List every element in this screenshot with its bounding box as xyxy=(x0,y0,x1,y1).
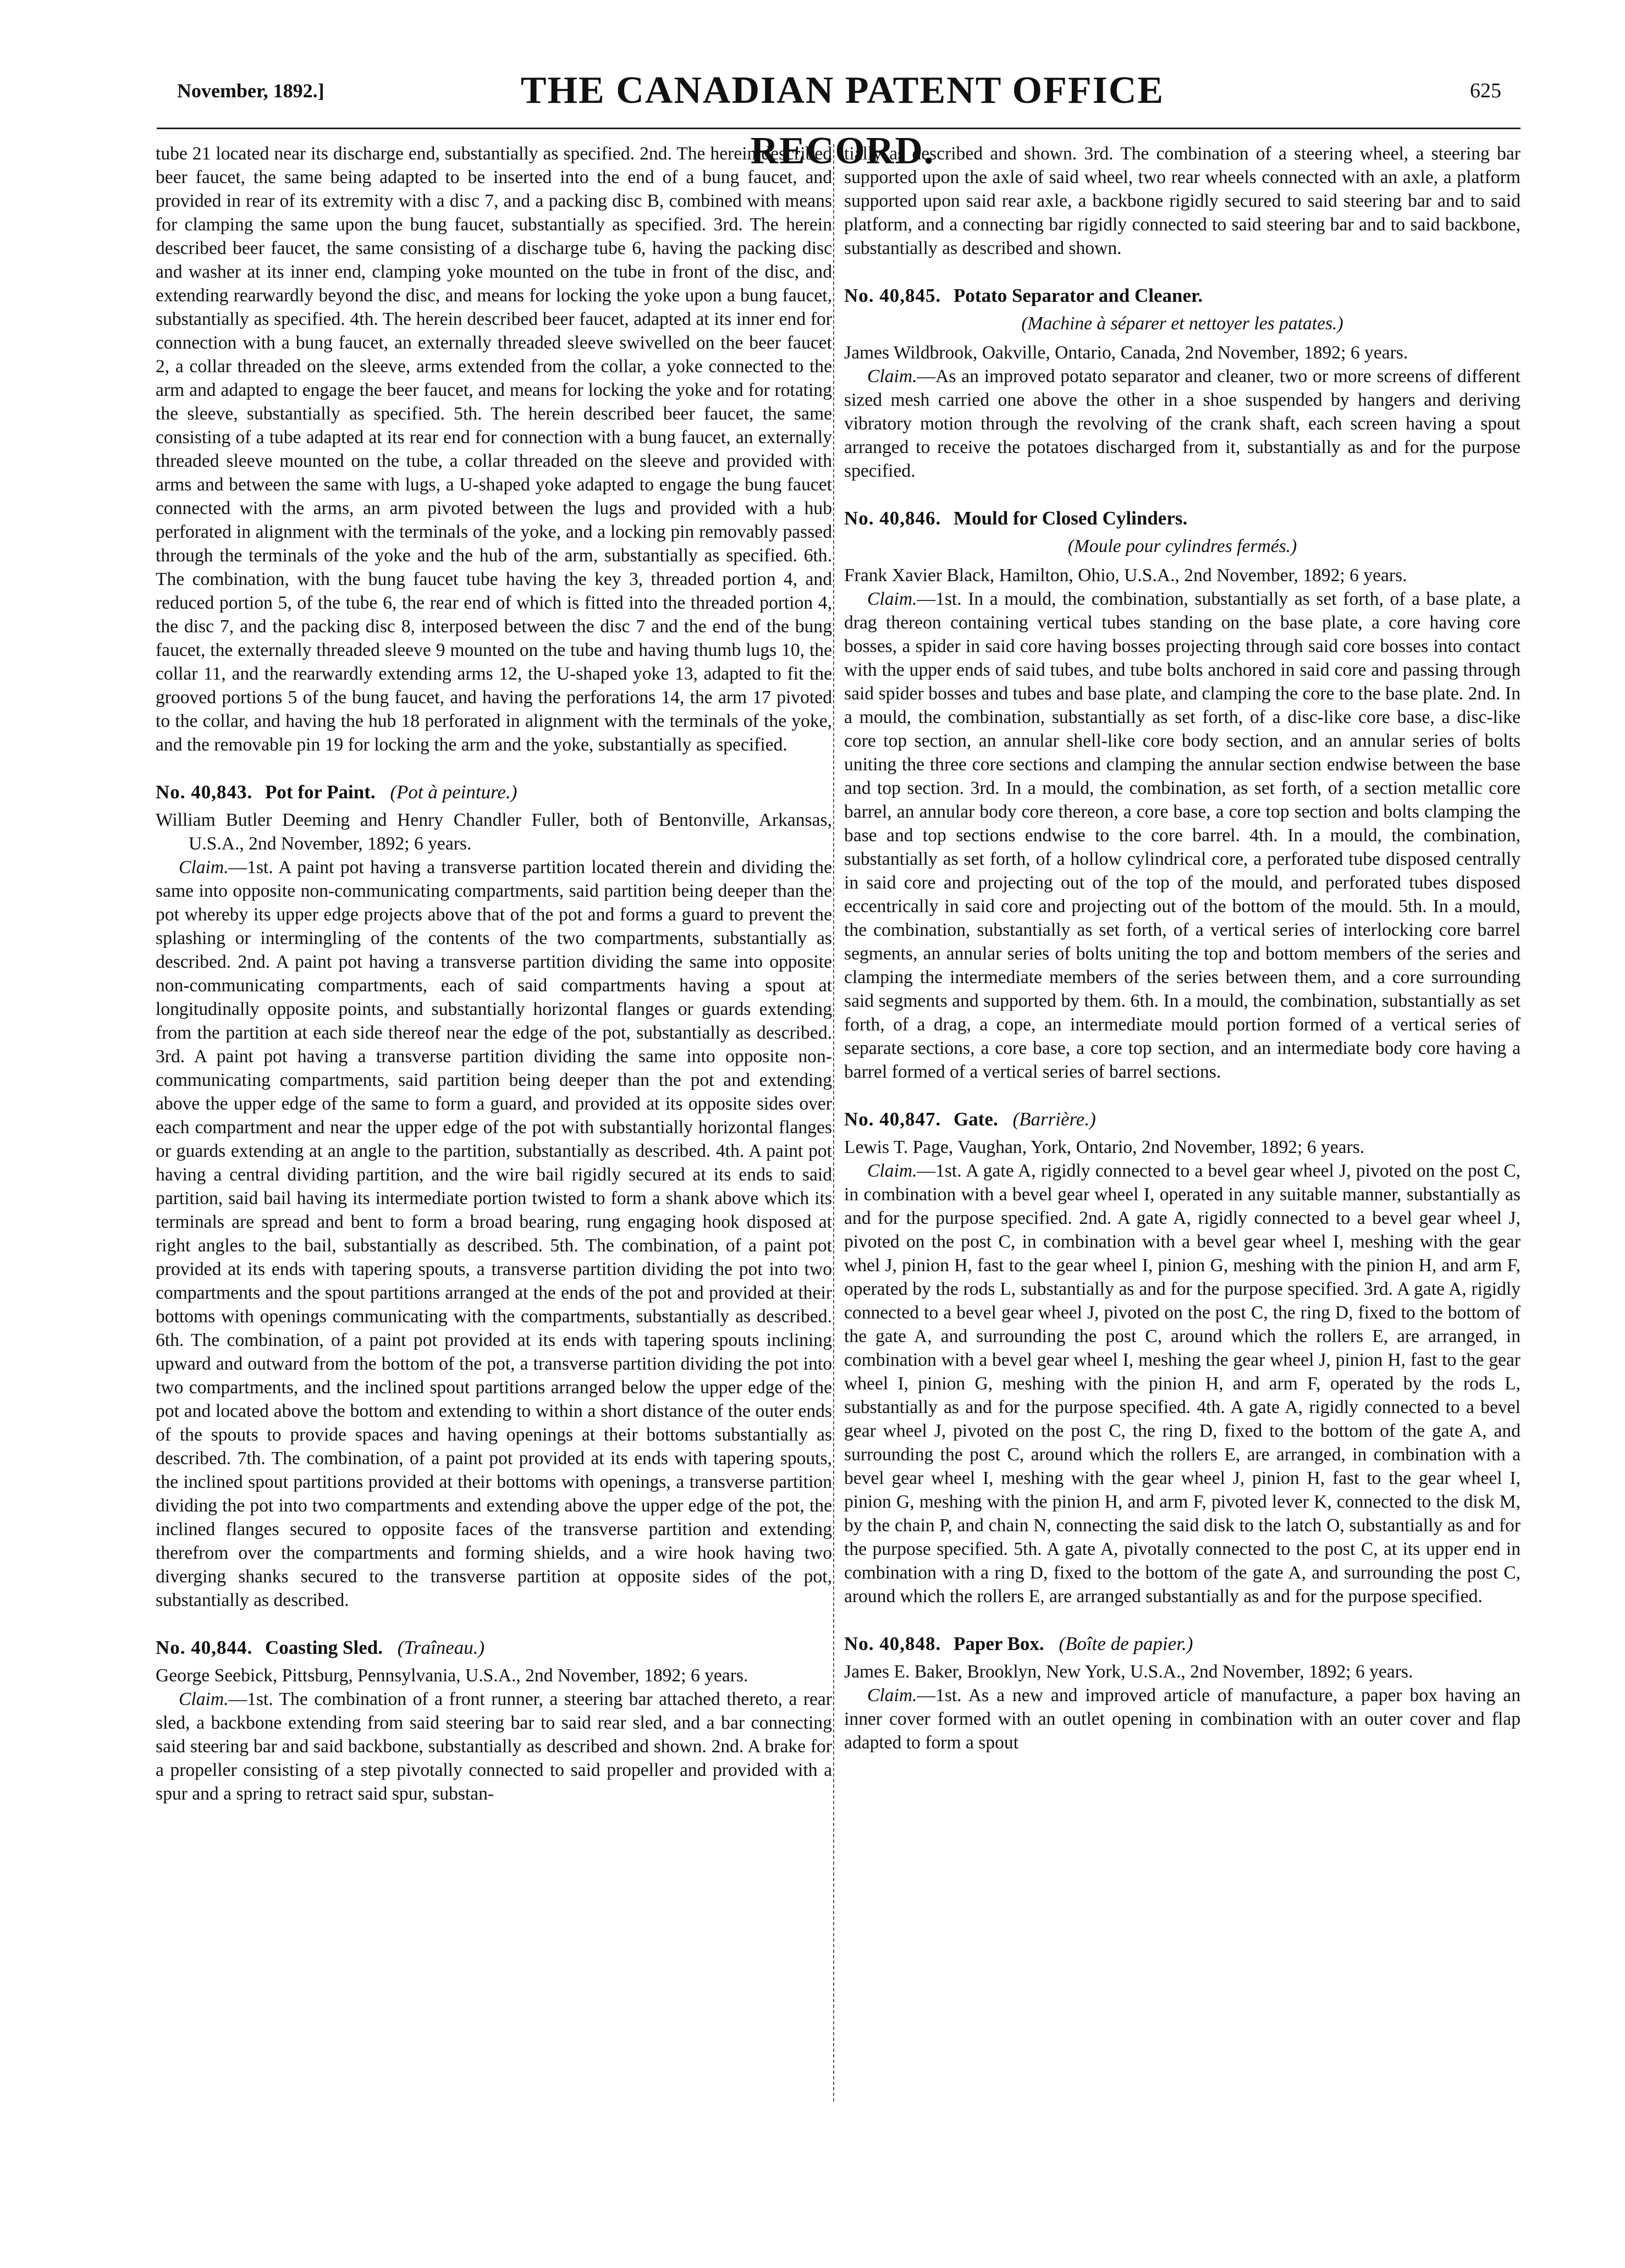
patentee: Frank Xavier Black, Hamilton, Ohio, U.S.A., 2nd November, 1892; 6 years. xyxy=(844,565,1407,586)
patent-title-french: (Pot à peinture.) xyxy=(390,781,517,803)
claim-label: Claim. xyxy=(179,857,229,878)
claim-text: —1st. The combination of a front runner, a steering bar attached thereto, a rear sled, a backbone extending from said steering bar to said rear sled, and a bar connecting said steering bar and said backbone, substantially as described and shown. 2nd. A brake for a propeller consisting of a step pivotally connected to said propeller and provided with a spur and a spring to retract said spur, substan- xyxy=(156,1689,832,1804)
patent-number: No. 40,847. xyxy=(844,1108,941,1130)
claim-text: —1st. As a new and improved article of manufacture, a paper box having an inner cover formed with an outlet opening in combination with an outer cover and flap adapted to form a spout xyxy=(844,1685,1521,1753)
page-number: 625 xyxy=(1470,79,1501,102)
entry-heading xyxy=(156,780,832,805)
claim-text: —As an improved potato separator and cleaner, two or more screens of different sized mesh carried one above the other in a shoe suspended by hangers and deriving vibratory motion through the revolving of the crank shaft, each screen having a spout arranged to receive the potatoes discharged from it, substantially as and for the purpose specified. xyxy=(844,366,1521,481)
column-divider xyxy=(833,144,834,2101)
entry-heading xyxy=(844,506,1521,531)
claim-text: —1st. A gate A, rigidly connected to a bevel gear wheel J, pivoted on the post C, in combination with a bevel gear wheel I, operated in any suitable manner, substantially as and for the purpose specified. 2nd. A gate A, rigidly connected to a bevel gear wheel J, pivoted on the post C, in combination with a bevel gear wheel I, meshing with the gear whel J, pinion H, fast to the gear wheel I, pinion G, meshing with the pinion H, and arm F, operated by the rods L, substantially as and for the purpose specified. 3rd. A gate A, rigidly connected to a bevel gear wheel J, pivoted on the post C, the ring D, fixed to the bottom of the gate A, and surrounding the post C, around which the rollers E, are arranged, in combination with a bevel gear wheel I, meshing the gear wheel J, pinion H, fast to the gear wheel I, pinion G, meshing with the pinion H, and arm F, operated by the rods L, substantially as and for the purpose specified. 4th. A gate A, rigidly connected to a bevel gear wheel J, pivoted on the post C, the ring D, fixed to the bottom of the gate A, and surrounding the post C, around which the rollers E, are arranged, in combination with a bevel gear wheel I, meshing with the gear wheel J, pinion H, fast to the gear wheel I, pinion G, meshing with the pinion H, and arm F, pivoted lever K, connected to the disk M, by the chain P, and chain N, connecting the said disk to the latch O, substantially as and for the purpose specified. 5th. A gate A, pivotally connected to the post C, at its upper end in combination with a ring D, fixed to the bottom of the gate A, and surrounding the post C, around which the rollers E, are arranged substantially as and for the purpose specified. xyxy=(844,1161,1521,1607)
patent-entry xyxy=(844,1107,1521,1608)
patent-title: Potato Separator and Cleaner. xyxy=(954,285,1203,306)
patent-title-french: (Traîneau.) xyxy=(397,1637,485,1658)
page-title: THE CANADIAN PATENT OFFICE RECORD. xyxy=(520,69,1165,172)
claim-paragraph xyxy=(844,1684,1521,1754)
patentee: Lewis T. Page, Vaughan, York, Ontario, 2nd November, 1892; 6 years. xyxy=(844,1137,1365,1157)
right-column xyxy=(844,142,1521,1754)
patent-entry xyxy=(844,1631,1521,1754)
patent-title-french: (Boîte de papier.) xyxy=(1059,1633,1193,1654)
claim-paragraph xyxy=(844,1159,1521,1608)
patent-title: Coasting Sled. xyxy=(265,1637,383,1658)
patentee: James E. Baker, Brooklyn, New York, U.S.A., 2nd November, 1892; 6 years. xyxy=(844,1662,1413,1682)
entry-heading xyxy=(844,1107,1521,1132)
patent-number: No. 40,848. xyxy=(844,1633,941,1654)
patentee: William Butler Deeming and Henry Chandler Fuller, both of Bentonville, Arkansas, U.S.A., 2nd November, 1892; 6 years. xyxy=(156,810,832,854)
patent-title: Pot for Paint. xyxy=(265,781,376,803)
patent-title: Gate. xyxy=(954,1108,998,1130)
patent-title: Paper Box. xyxy=(954,1633,1044,1654)
claim-label: Claim. xyxy=(867,1161,917,1181)
entry-heading xyxy=(844,283,1521,308)
entry-heading xyxy=(844,1631,1521,1657)
patent-number: No. 40,845. xyxy=(844,285,941,306)
claim-paragraph xyxy=(156,1687,832,1806)
patent-number: No. 40,843. xyxy=(156,781,253,803)
patent-title: Mould for Closed Cylinders. xyxy=(954,507,1188,529)
patent-entry xyxy=(844,283,1521,483)
claim-label: Claim. xyxy=(179,1689,229,1709)
left-column xyxy=(156,142,832,1806)
claim-label: Claim. xyxy=(867,1685,917,1706)
claim-text: —1st. In a mould, the combination, substantially as set forth, of a base plate, a drag thereon containing vertical tubes standing on the base plate, a core having core bosses, a spider in said core having bosses projecting through said core bosses into contact with the upper ends of said tubes, and tube bolts anchored in said core and passing through said spider bosses and tubes and base plate, and clamping the core to the base plate. 2nd. In a mould, the combination, substantially as set forth, of a disc-like core base, a disc-like core top section, an annular shell-like core body section, and an annular series of bolts uniting the three core sections and clamping the annular section endwise between the base and top section. 3rd. In a mould, the combination, as set forth, of a section metallic core barrel, an annular body core thereon, a core base, a core top section and bolts clamping the base and top sections endwise to the core barrel. 4th. In a mould, the combination, substantially as set forth, of a hollow cylindrical core, a perforated tube disposed centrally in said core and projecting out of the top of the mould, and perforated tubes disposed eccentrically in said core and projecting out of the bottom of the mould. 5th. In a mould, the combination, substantially as set forth, of a vertical series of interlocking core barrel segments, an annular series of bolts uniting the top and bottom members of the series and clamping the intermediate members of the series between them, and a core surrounding said segments and supported by them. 6th. In a mould, the combination, substantially as set forth, of a drag, a cope, an intermediate mould portion formed of a vertical series of separate sections, a core base, a core top section, and an intermediate body core having a barrel formed of a vertical series of barrel sections. xyxy=(844,589,1521,1082)
patent-number: No. 40,846. xyxy=(844,507,941,529)
patent-entry xyxy=(156,780,832,1612)
patent-entry xyxy=(844,506,1521,1084)
patent-title-french: (Barrière.) xyxy=(1012,1108,1096,1130)
patent-number: No. 40,844. xyxy=(156,1637,253,1658)
claim-label: Claim. xyxy=(867,589,917,609)
entry-heading xyxy=(156,1635,832,1660)
claim-label: Claim. xyxy=(867,366,917,387)
patent-entry xyxy=(156,1635,832,1806)
patent-title-french: (Machine à séparer et nettoyer les patates.) xyxy=(1021,313,1343,334)
continued-claim-text: tube 21 located near its discharge end, substantially as specified. 2nd. The herein described beer faucet, the same being adapted to be inserted into the end of a bung faucet, and provided in rear of its extremity with a disc 7, and a packing disc B, combined with means for clamping the same upon the bung faucet, substantially as specified. 3rd. The herein described beer faucet, the same consisting of a discharge tube 6, having the packing disc and washer at its inner end, clamping yoke mounted on the tube in front of the disc, and extending rearwardly beyond the disc, and means for locking the yoke upon a bung faucet, substantially as specified. 4th. The herein described beer faucet, adapted at its inner end for connection with a bung faucet, an externally threaded sleeve swivelled on the beer faucet 2, a collar threaded on the sleeve, arms extended from the collar, a yoke connected to the arm and adapted to engage the beer faucet, and means for locking the yoke and for rotating the sleeve, substantially as specified. 5th. The herein described beer faucet, the same consisting of a tube adapted at its rear end for connection with a bung faucet, an externally threaded sleeve mounted on the tube, a collar threaded on the sleeve and provided with arms and between the same with lugs, a U-shaped yoke adapted to engage the bung faucet connected with the arms, an arm pivoted between the lugs and provided with a hub perforated in alignment with the terminals of the yoke, and a locking pin removably passed through the terminals of the yoke and the hub of the arm, substantially as specified. 6th. The combination, with the bung faucet tube having the key 3, threaded portion 4, and reduced portion 5, of the tube 6, the rear end of which is fitted into the threaded portion 4, the disc 7, and the packing disc 8, interposed between the disc 7 and the end of the bung faucet, the externally threaded sleeve 9 mounted on the tube and having thumb lugs 10, the collar 11, and the rearwardly extending arms 12, the U-shaped yoke 13, adapted to fit the grooved portions 5 of the bung faucet, and having the perforations 14, the arm 17 pivoted to the collar, and having the hub 18 perforated in alignment with the terminals of the yoke, and the removable pin 19 for locking the arm and the yoke, substantially as specified. xyxy=(156,144,832,755)
header-rule xyxy=(157,128,1521,129)
continued-claim-text: tially as described and shown. 3rd. The combination of a steering wheel, a steering bar supported upon the axle of said wheel, two rear wheels connected with an axle, a platform supported upon said rear axle, a backbone rigidly secured to said steering bar and to said platform, and a connecting bar rigidly connected to said steering bar and to said backbone, substantially as described and shown. xyxy=(844,144,1521,258)
patent-title-french: (Moule pour cylindres fermés.) xyxy=(1067,536,1297,556)
claim-paragraph xyxy=(844,587,1521,1084)
claim-paragraph xyxy=(844,365,1521,483)
claim-text: —1st. A paint pot having a transverse partition located therein and dividing the same into opposite non-communicating compartments, said partition being deeper than the pot whereby its upper edge projects above that of the pot and forms a guard to prevent the splashing or intermingling of the contents of the two compartments, substantially as described. 2nd. A paint pot having a transverse partition dividing the same into opposite non-communicating compartments, each of said compartments having a spout at longitudinally opposite points, and substantially horizontal flanges or guards extending from the partition at each side thereof near the edge of the pot, substantially as described. 3rd. A paint pot having a transverse partition dividing the same into opposite non-communicating compartments, said partition being deeper than the pot and extending above the upper edge of the same to form a guard, and provided at its opposite sides over each compartment and near the upper edge of the pot with substantially horizontal flanges or guards extending at an angle to the partition, substantially as described. 4th. A paint pot having a central dividing partition, and the wire bail rigidly secured at its ends to said partition, said bail having its intermediate portion twisted to form a shank above which its terminals are spread and bent to form a broad bearing, rung engaging hook disposed at right angles to the bail, substantially as described. 5th. The combination, of a paint pot provided at its ends with tapering spouts, a transverse partition dividing the pot into two compartments and the spout partitions arranged at the ends of the pot and provided at their bottoms with openings communicating with the compartments, substantially as described. 6th. The combination, of a paint pot provided at its ends with tapering spouts inclining upward and outward from the bottom of the pot, a transverse partition dividing the pot into two compartments, and the inclined spout partitions arranged below the upper edge of the pot and located above the bottom and extending to within a short distance of the outer ends of the spouts to provide spaces and having openings at their bottoms substantially as described. 7th. The combination, of a paint pot provided at its ends with tapering spouts, the inclined spout partitions provided at their bottoms with openings, a transverse partition dividing the pot into two compartments and extending above the upper edge of the pot, the inclined flanges secured to opposite faces of the transverse partition and extending therefrom over the compartments and forming shields, and a wire hook having two diverging shanks secured to the transverse partition at opposite sides of the pot, substantially as described. xyxy=(156,857,832,1610)
claim-paragraph xyxy=(156,856,832,1612)
header-date: November, 1892.] xyxy=(177,80,324,102)
patentee: George Seebick, Pittsburg, Pennsylvania, U.S.A., 2nd November, 1892; 6 years. xyxy=(156,1665,748,1686)
patentee: James Wildbrook, Oakville, Ontario, Canada, 2nd November, 1892; 6 years. xyxy=(844,343,1408,363)
